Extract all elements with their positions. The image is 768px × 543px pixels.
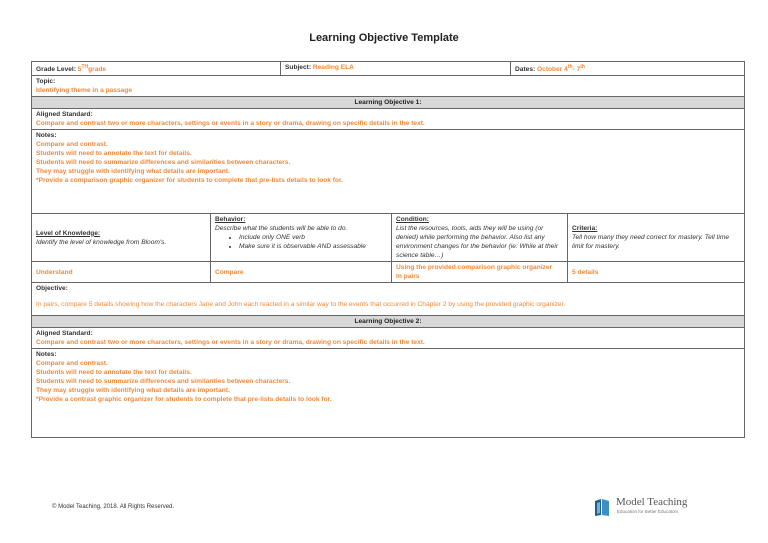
note-line: *Provide a comparison graphic organizer for students to complete that pre-lists details to look for.	[36, 177, 344, 185]
model-teaching-logo	[594, 496, 704, 518]
behavior-value: Compare	[211, 262, 392, 283]
objective1-heading: Learning Objective 1:	[32, 97, 745, 109]
header-row	[32, 62, 745, 76]
objective1-notes-row: Notes: Compare and contrast. Students will need to annotate the text for details. Students will need to summarize differences and similarities between characters. They may struggle with identifying what details are important. *Provide a comparison graphic organizer for students to complete that pre-lists details to look for.	[32, 130, 745, 214]
note-line: Students will need to annotate the text for details.	[36, 369, 192, 377]
subject-value: Reading ELA	[312, 64, 354, 71]
note-line: Students will need to summarize differences and similarities between characters.	[36, 378, 291, 386]
objective2-standard: Compare and contrast two or more characters, settings or events in a story or drama, drawing on specific details in the text.	[36, 339, 425, 347]
book-icon	[594, 497, 610, 517]
objective-row: Objective: In pairs, compare 5 details showing how the characters Jane and John each reacted in a similar way to the events that occurred in Chapter 2 by using the provided graphic organizer.	[32, 283, 745, 316]
logo-name: Model Teaching	[616, 496, 688, 508]
condition-value: Using the provided comparison graphic organizer In pairs	[392, 262, 568, 283]
subject-cell: Subject: Reading ELA	[281, 62, 511, 76]
note-line: Compare and contrast.	[36, 141, 108, 149]
objective-value: In pairs, compare 5 details showing how the characters Jane and John each reacted in a similar way to the events that occurred in Chapter 2 by using the provided graphic organizer.	[36, 301, 566, 309]
objective1-standard: Compare and contrast two or more characters, settings or events in a story or drama, drawing on specific details in the text.	[36, 120, 425, 128]
logo-tagline: Education for Better Educators	[617, 509, 679, 514]
learning-objective-table	[31, 61, 745, 438]
note-line: They may struggle with identifying what details are important.	[36, 168, 230, 176]
topic-row: Topic: Identifying theme in a passage	[32, 76, 745, 97]
objective2-heading: Learning Objective 2:	[32, 316, 745, 328]
knowledge-header-cell: Level of Knowledge: Identify the level of knowledge from Bloom's.	[32, 214, 211, 262]
dates-cell: Dates: October 4th- 7th	[511, 62, 745, 76]
knowledge-value: Understand	[32, 262, 211, 283]
page-title: Learning Objective Template	[309, 32, 459, 44]
objective2-standard-row: Aligned Standard: Compare and contrast two or more characters, settings or events in a story or drama, drawing on specific details in the text.	[32, 328, 745, 349]
objective1-standard-row: Aligned Standard: Compare and contrast two or more characters, settings or events in a story or drama, drawing on specific details in the text.	[32, 109, 745, 130]
note-line: *Provide a contrast graphic organizer for students to complete that pre-lists details to look for.	[36, 396, 332, 404]
condition-header-cell: Condition: List the resources, tools, aids they will be using (or denied) while performing the behavior. Also list any environment changes for the behavior (ie: While at their science table…)	[392, 214, 568, 262]
criteria-header-row	[32, 214, 745, 262]
behavior-header-cell: Behavior: Describe what the students will be able to do. • Include only ONE verb • Make sure it is observable AND assessable	[211, 214, 392, 262]
note-line: Students will need to annotate the text for details.	[36, 150, 192, 158]
objective2-notes-row: Notes: Compare and contrast. Students will need to annotate the text for details. Students will need to summarize differences and similarities between characters. They may struggle with identifying what details are important. *Provide a contrast graphic organizer for students to complete that pre-lists details to look for.	[32, 349, 745, 438]
criteria-value: 5 details	[568, 262, 745, 283]
topic-value: Identifying theme in a passage	[36, 87, 132, 95]
copyright-footer: © Model Teaching, 2018. All Rights Reserved.	[52, 504, 175, 510]
behavior-bullet: • Make sure it is observable AND assessable	[239, 242, 387, 251]
criteria-header-cell: Criteria: Tell how many they need correct for mastery. Tell time limit for mastery.	[568, 214, 745, 262]
note-line: Students will need to summarize differences and similarities between characters.	[36, 159, 291, 167]
criteria-value-row	[32, 262, 745, 283]
grade-level-cell: Grade Level: 5THgrade	[32, 62, 281, 76]
note-line: They may struggle with identifying what details are important.	[36, 387, 230, 395]
dates-value: October 4th- 7th	[537, 64, 585, 74]
behavior-bullet: • Include only ONE verb	[239, 233, 387, 242]
note-line: Compare and contrast.	[36, 360, 108, 368]
grade-level-value: 5THgrade	[77, 64, 107, 74]
